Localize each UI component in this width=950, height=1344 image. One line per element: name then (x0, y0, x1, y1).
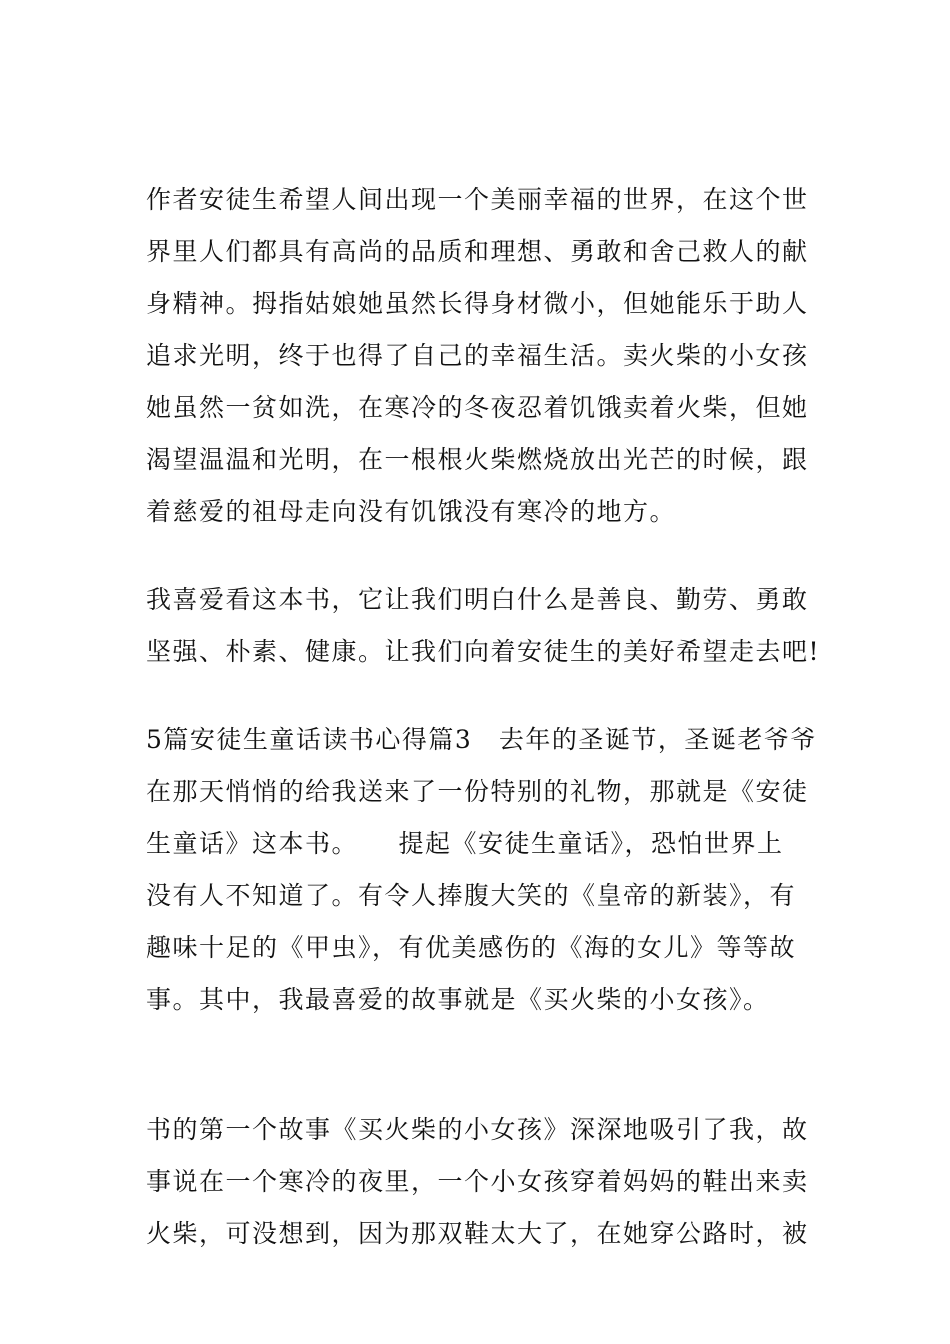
text-line: 界里人们都具有高尚的品质和理想、勇敢和舍己救人的献 (146, 237, 809, 266)
text-line: 渴望温温和光明，在一根根火柴燃烧放出光芒的时候，跟 (146, 445, 809, 474)
text-line: 生童话》这本书。 提起《安徒生童话》，恐怕世界上 (146, 829, 784, 858)
text-line: 事说在一个寒冷的夜里，一个小女孩穿着妈妈的鞋出来卖 (146, 1167, 809, 1196)
paragraph-first-story (146, 1104, 810, 1260)
text-line: 在那天悄悄的给我送来了一份特别的礼物，那就是《安徒 (146, 777, 809, 806)
text-line: 事。其中，我最喜爱的故事就是《买火柴的小女孩》。 (146, 985, 770, 1014)
text-line: 她虽然一贫如洗，在寒冷的冬夜忍着饥饿卖着火柴，但她 (146, 393, 809, 422)
text-line: 火柴，可没想到，因为那双鞋太大了，在她穿公路时，被 (146, 1219, 809, 1248)
text-line: 追求光明，终于也得了自己的幸福生活。卖火柴的小女孩 (146, 341, 809, 370)
text-line: 趣味十足的《甲虫》，有优美感伤的《海的女儿》等等故 (146, 933, 797, 962)
paragraph-essay-3 (146, 714, 817, 1026)
text-line: 作者安徒生希望人间出现一个美丽幸福的世界，在这个世 (146, 185, 809, 214)
text-line: 身精神。拇指姑娘她虽然长得身材微小，但她能乐于助人 (146, 289, 809, 318)
text-line: 书的第一个故事《买火柴的小女孩》深深地吸引了我，故 (146, 1115, 809, 1144)
paragraph-love-book (146, 574, 821, 678)
paragraph-author-hope (146, 174, 810, 538)
text-line: 我喜爱看这本书，它让我们明白什么是善良、勤劳、勇敢 (146, 585, 809, 614)
text-line: 5篇安徒生童话读书心得篇3 去年的圣诞节，圣诞老爷爷 (146, 725, 817, 754)
text-line: 着慈爱的祖母走向没有饥饿没有寒冷的地方。 (146, 497, 677, 526)
text-line: 坚强、朴素、健康。让我们向着安徒生的美好希望走去吧! (146, 637, 821, 666)
text-line: 没有人不知道了。有令人捧腹大笑的《皇帝的新装》，有 (146, 881, 797, 910)
